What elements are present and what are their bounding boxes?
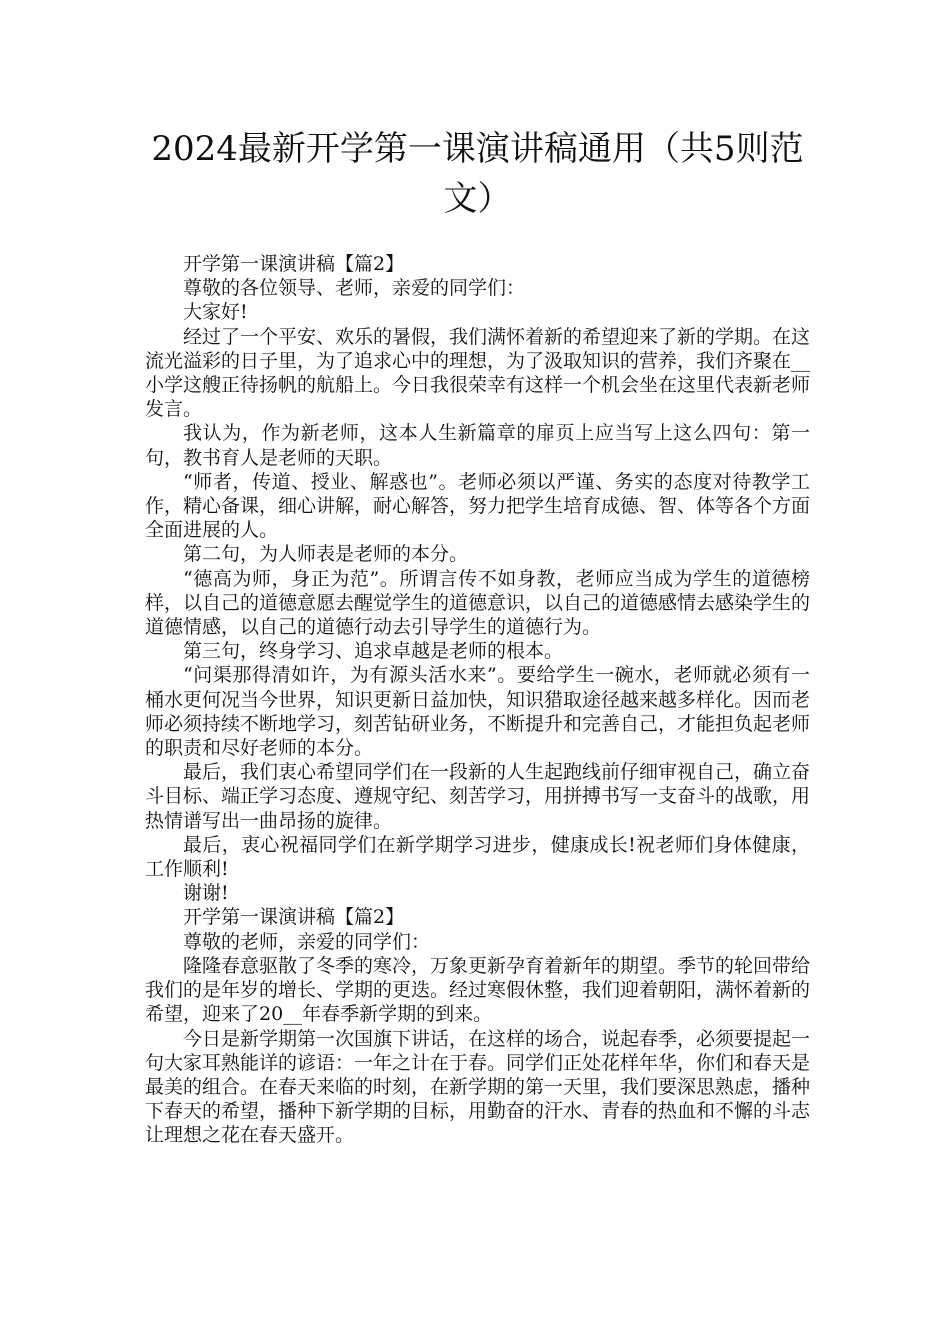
paragraph: 今日是新学期第一次国旗下讲话，在这样的场合，说起春季，必须要提起一句大家耳熟能详的谚语：一年之计在于春。同学们正处花样年华，你们和春天是最美的组合。在春天来临的时刻，在新学期的第一天里，我们要深思熟虑，播种下春天的希望，播种下新学期的目标，用勤奋的汗水、青春的热血和不懈的斗志让理想之花在春天盛开。	[145, 1027, 811, 1147]
document-title: 2024最新开学第一课演讲稿通用（共5则范文）	[151, 129, 804, 219]
paragraph: 第三句，终身学习、追求卓越是老师的根本。	[183, 640, 564, 663]
paragraph: “问渠那得清如许，为有源头活水来”。要给学生一碗水，老师就必须有一桶水更何况当今世界，知识更新日益加快，知识猎取途径越来越多样化。因而老师必须持续不断地学习，刻苦钻研业务，不断提升和完善自己，才能担负起老师的职责和尽好老师的本分。	[145, 664, 811, 760]
salutation: 尊敬的各位领导、老师，亲爱的同学们：	[183, 277, 526, 300]
paragraph: 最后，衷心祝福同学们在新学期学习进步，健康成长!祝老师们身体健康，工作顺利!	[145, 833, 810, 881]
section-heading: 开学第一课演讲稿【篇2】	[183, 906, 405, 929]
paragraph: 最后，我们衷心希望同学们在一段新的人生起跑线前仔细审视自己，确立奋斗目标、端正学习态度、遵规守纪、刻苦学习，用拼搏书写一支奋斗的战歌，用热情谱写出一曲昂扬的旋律。	[145, 761, 811, 832]
paragraph: 第二句，为人师表是老师的本分。	[183, 543, 469, 566]
paragraph: 隆隆春意驱散了冬季的寒冷，万象更新孕育着新年的期望。季节的轮回带给我们的是年岁的增长、学期的更迭。经过寒假休整，我们迎着朝阳，满怀着新的希望，迎来了20__年春季新学期的到来。	[145, 954, 811, 1026]
paragraph: “师者，传道、授业、解惑也”。老师必须以严谨、务实的态度对待教学工作，精心备课，细心讲解，耐心解答，努力把学生培育成德、智、体等各个方面全面进展的人。	[145, 470, 811, 542]
paragraph: 我认为，作为新老师，这本人生新篇章的扉页上应当写上这么四句：第一句，教书育人是老师的天职。	[145, 422, 810, 469]
document-body	[145, 252, 810, 1148]
section-heading: 开学第一课演讲稿【篇2】	[183, 253, 405, 275]
paragraph: 经过了一个平安、欢乐的暑假，我们满怀着新的希望迎来了新的学期。在这流光溢彩的日子里，为了追求心中的理想，为了汲取知识的营养，我们齐聚在__小学这艘正待扬帆的航船上。今日我很荣幸有这样一个机会坐在这里代表新老师发言。	[145, 325, 811, 421]
closing: 谢谢!	[183, 882, 229, 905]
salutation: 尊敬的老师，亲爱的同学们：	[183, 930, 431, 953]
greeting: 大家好!	[183, 301, 248, 324]
paragraph: “德高为师，身正为范”。所谓言传不如身教，老师应当成为学生的道德榜样，以自己的道德意愿去醒觉学生的道德意识，以自己的道德感情去感染学生的道德情感，以自己的道德行动去引导学生的道德行为。	[145, 567, 811, 639]
